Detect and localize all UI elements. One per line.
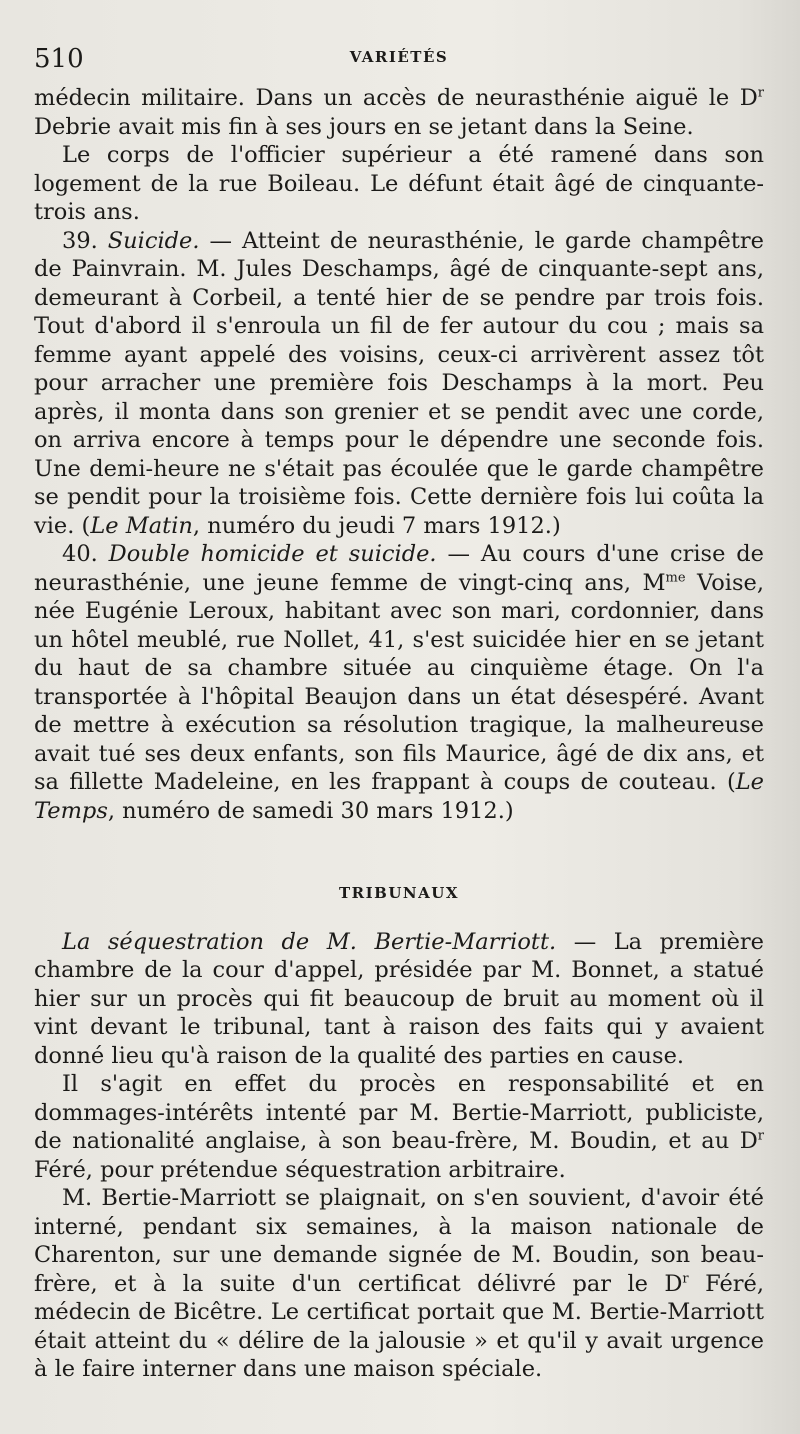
entry-number: 40. [62,541,109,567]
page-number: 510 [34,44,84,74]
paragraph-tribunaux-1: La séquestration de M. Bertie-Marriott. — La première chambre de la cour d'appel, présidée par M. Bonnet, a statué hier sur un procès qui fit beaucoup de bruit au moment où il vint devant le tribunal, tant à raison des faits qui y avaient donné lieu qu'à raison de la qualité des parties en cause. [34,928,764,1069]
entry-number: 39. [62,227,108,254]
running-head [34,44,764,74]
entry-40: 40. Double homicide et suicide. — Au cours d'une crise de neurasthénie, une jeune femme de vingt-cinq ans, $M^{me}$ Voise, née Eugénie Leroux, habitant avec son mari, cordonnier, dans un hôtel meublé, rue Nollet, 41, s'est suicidée hier en se jetant du haut de sa chambre située au cinquième étage. On l'a transportée à l'hôpital Beaujon dans un état désespéré. Avant de mettre à exécution sa résolution tragique, la malheureuse avait tué ses deux enfants, son fils Maurice, âgé de dix ans, et sa fillette Madeleine, en les frappant à coups de couteau. (Le Temps, numéro de samedi 30 mars 1912.) [34,541,764,824]
section-title: VARIÉTÉS [349,48,449,66]
paragraph-2: Le corps de l'officier supérieur a été ramené dans son logement de la rue Boileau. Le défunt était âgé de cinquante-trois ans. [34,142,764,225]
case-title: La séquestration de M. Bertie-Marriott. [62,928,557,955]
source-title: Le Temps [34,769,764,824]
entry-title: Double homicide et suicide. [108,541,437,567]
subheading: TRIBUNAUX [339,884,459,902]
entry-title: Suicide. [107,227,200,254]
source-title: Le Matin [90,512,193,539]
paragraph-1: médecin militaire. Dans un accès de neurasthénie aiguë le $D^r$ Debrie avait mis fin à ses jours en se jetant dans la Seine. [34,85,764,140]
entry-39: 39. Suicide. — Atteint de neurasthénie, le garde champêtre de Painvrain. M. Jules Deschamps, âgé de cinquante-sept ans, demeurant à Corbeil, a tenté hier de se pendre par trois fois. Tout d'abord il s'enroula un fil de fer autour du cou ; mais sa femme ayant appelé des voisins, ceux-ci arrivèrent assez tôt pour arracher une première fois Deschamps à la mort. Peu après, il monta dans son grenier et se pendit avec une corde, on arriva encore à temps pour le dépendre une seconde fois. Une demi-heure ne s'était pas écoulée que le garde champêtre se pendit pour la troisième fois. Cette dernière fois lui coûta la vie. (Le Matin, numéro du jeudi 7 mars 1912.) [34,227,764,539]
body-text [34,84,764,1384]
paragraph-tribunaux-2: Il s'agit en effet du procès en responsabilité et en dommages-intérêts intenté par M. Bertie-Marriott, publiciste, de nationalité anglaise, à son beau-frère, M. Boudin, et au $D^r$ Féré, pour prétendue séquestration arbitraire. [34,1071,764,1183]
paragraph-tribunaux-3: M. Bertie-Marriott se plaignait, on s'en souvient, d'avoir été interné, pendant six semaines, à la maison nationale de Charenton, sur une demande signée de M. Boudin, son beau-frère, et à la suite d'un certificat délivré par le $D^r$ Féré, médecin de Bicêtre. Le certificat portait que M. Bertie-Marriott était atteint du « délire de la jalousie » et qu'il y avait urgence à le faire interner dans une maison spéciale. [34,1185,764,1382]
